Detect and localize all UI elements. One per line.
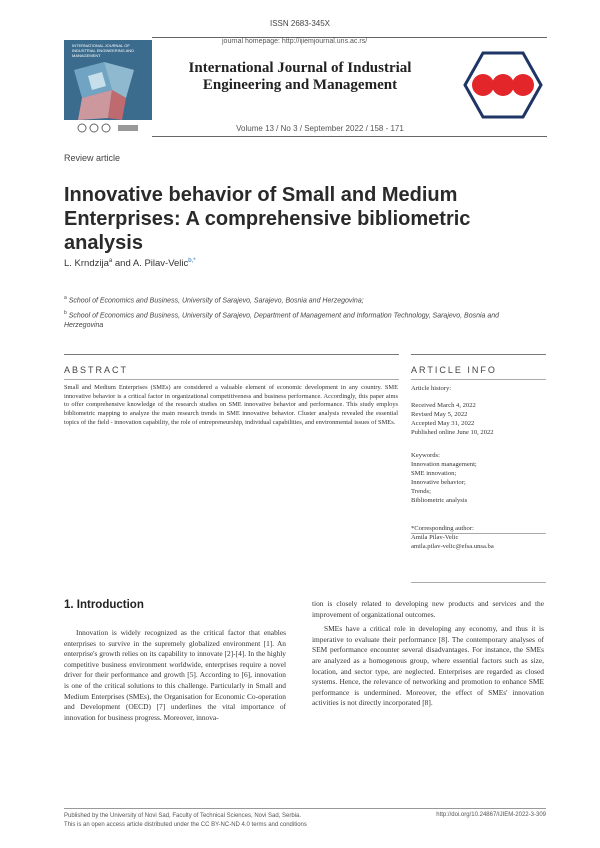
footer-publisher: Published by the University of Novi Sad, Faculty of Technical Sciences, Novi Sad, Serbia.: [64, 813, 302, 819]
received-date: Received March 4, 2022: [411, 402, 476, 409]
abstract-text: Small and Medium Enterprises (SMEs) are considered a valuable element of economic development in any country. SME innovative behavior is a critical factor in organizational competitiveness and business performance. Accordingly, this paper aims to offer comprehensive knowledge of the research studies on SME innovative behavior and performance. This study employs bibliometric mapping to analyze the main research trends in SME innovative behavior. Cluster analysis revealed the essential topics of the field - innovation capability, the role of entrepreneurship, individual capabilities, and environmental issues of SMEs.: [64, 384, 398, 426]
authors-and: and: [112, 258, 133, 270]
history-label: Article history:: [411, 385, 452, 392]
author-1: L. Krndzija: [64, 258, 109, 270]
introduction-heading: 1. Introduction: [64, 599, 144, 611]
author-1-affiliation-mark: a: [108, 258, 113, 264]
corresponding-author-label: *Corresponding author:: [411, 525, 474, 532]
published-date: Published online June 10, 2022: [411, 429, 494, 436]
corresponding-author-email[interactable]: amila.pilav-velic@efsa.unsa.ba: [411, 543, 494, 550]
affiliation-b-text: School of Economics and Business, University of Sarajevo, Department of Management and Information Technology, Sarajevo, Bosnia and Herzegovina: [64, 312, 500, 330]
intro-paragraph-1-continued: tion is closely related to developing new products and services and the improvement of organizational outcomes.: [312, 599, 544, 619]
affiliation-b-mark: b: [64, 310, 67, 316]
journal-title: International Journal of Industrial Engineering and Management: [188, 60, 412, 93]
footer-license: [64, 812, 404, 830]
journal-cover-thumbnail: [64, 40, 152, 136]
header-bottom-rule: [152, 136, 547, 137]
info-top-rule: [411, 354, 546, 355]
author-2-affiliation-mark[interactable]: b,*: [188, 258, 196, 264]
article-info-heading: ARTICLE INFO: [411, 365, 497, 375]
abstract-heading: ABSTRACT: [64, 365, 129, 375]
affiliation-a-mark: a: [64, 295, 67, 301]
article-type: Review article: [64, 153, 121, 163]
corresponding-rule: [411, 582, 546, 583]
intro-column-right: [312, 599, 544, 709]
cover-logos: [64, 120, 152, 136]
footer-doi-link[interactable]: http://doi.org/10.24867/IJIEM-2022-3-309: [436, 812, 546, 818]
journal-logo: [463, 50, 543, 120]
article-title: Innovative behavior of Small and Medium Enterprises: A comprehensive bibliometric analysis: [64, 184, 471, 254]
intro-column-left: [64, 628, 286, 723]
affiliation-a-text: School of Economics and Business, University of Sarajevo, Sarajevo, Bosnia and Herzegovina;: [66, 297, 364, 305]
keyword: Bibliometric analysis: [411, 497, 468, 504]
keyword: Trends;: [411, 488, 431, 495]
corresponding-author-name: Amila Pilav-Velic: [411, 534, 459, 541]
journal-homepage-link[interactable]: journal homepage: http://ijiemjournal.uns.ac.rs/: [222, 38, 368, 45]
affiliation-a: [64, 293, 524, 306]
article-info: [411, 384, 546, 551]
authors: [64, 258, 196, 269]
abstract-top-rule: [64, 354, 399, 355]
affiliation-b: [64, 308, 524, 331]
cover-title: INTERNATIONAL JOURNAL OF INDUSTRIAL ENGINEERING AND MANAGEMENT: [72, 43, 135, 58]
keyword: Innovative behavior;: [411, 479, 466, 486]
keywords-rule: [411, 533, 546, 534]
accepted-date: Accepted May 31, 2022: [411, 420, 475, 427]
revised-date: Revised May 5, 2022: [411, 411, 468, 418]
keywords-label: Keywords:: [411, 452, 440, 459]
keyword: SME innovation;: [411, 470, 457, 477]
issn-number: ISSN 2683-345X: [269, 19, 331, 28]
cover-footer-strip: [64, 120, 152, 136]
intro-paragraph-1: Innovation is widely recognized as the critical factor that enables enterprises to survive in the supremely globalized environment [1]. An enterprise's growth relies on its capability to innovate [2]-[4]. In the highly competitive business environment worldwide, enterprises require a novel driver for their performance and growth [5]. According to [6], innovation is one of the critical solutions to this challenge. Particularly in Small and Medium Enterprises (SMEs), the Organisation for Economic Co-operation and Development (OECD) [7] underlines the vital importance of innovation for business progress. Moreover, innova-: [64, 628, 286, 722]
footer-open-access: This is an open access article distributed under the CC BY-NC-ND 4.0 terms and conditions: [64, 822, 307, 828]
volume-issue-pages: Volume 13 / No 3 / September 2022 / 158 - 171: [236, 124, 404, 133]
author-2: A. Pilav-Velic: [132, 258, 189, 270]
keyword: Innovation management;: [411, 461, 477, 468]
abstract-heading-rule: [64, 379, 399, 380]
intro-paragraph-2: SMEs have a critical role in developing any economy, and thus it is imperative to evaluate their performance [8]. The contemporary analyses of SEM performance encounter several disadvantages. For instance, the SMEs are analyzed as a homogenous group, where essential factors such as size, location, and sector type, are neglected. Enterprises are regarded as closed systems. Hence, the relevance of networking and promotion to enhance SME performance is undermined. Moreover, the effect of SMEs' innovation activities is not directly incorporated [8].: [312, 624, 544, 708]
footer-rule: [64, 808, 546, 809]
info-heading-rule: [411, 379, 546, 380]
